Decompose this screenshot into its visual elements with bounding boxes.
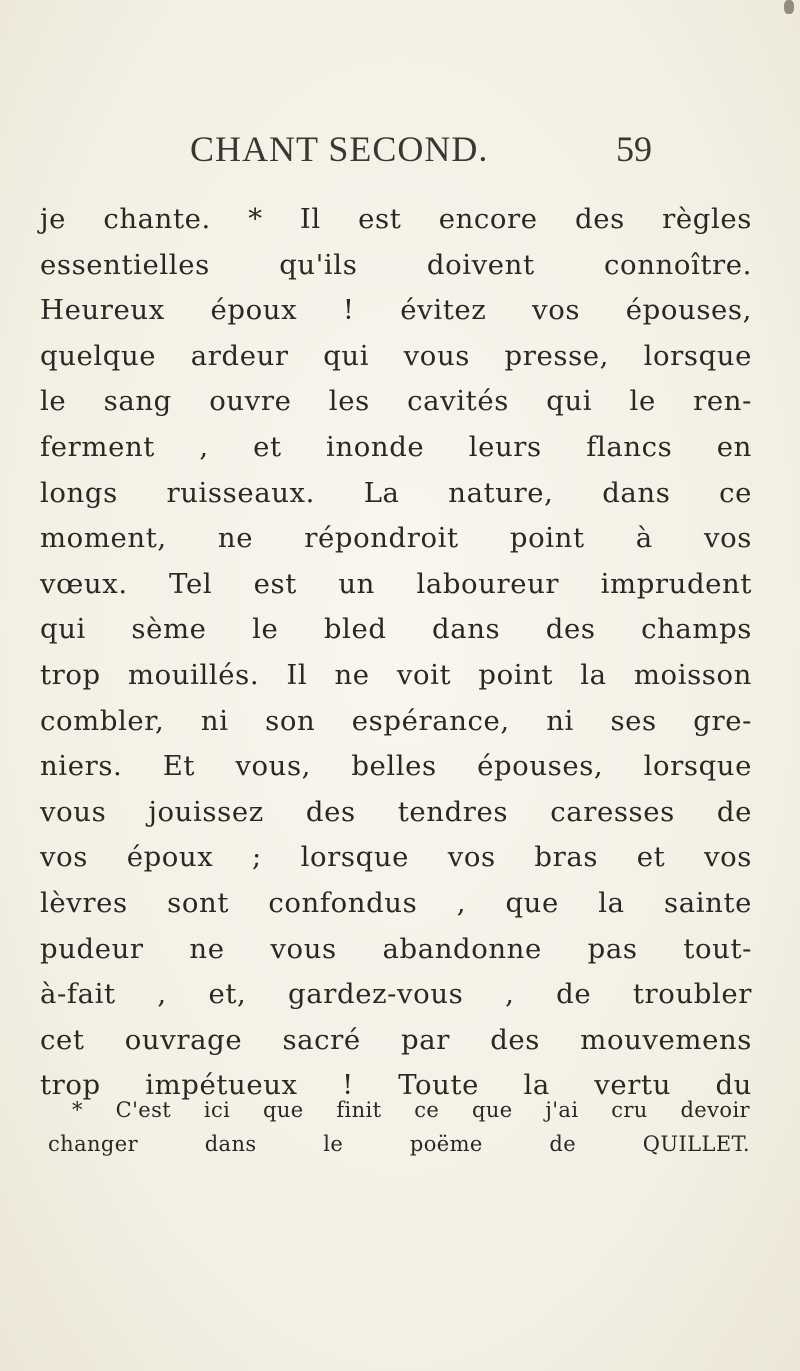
text-line: lèvres sont confondus , que la sainte — [40, 886, 752, 919]
text-line: le sang ouvre les cavités qui le ren- — [40, 385, 752, 418]
footnote-line: * C'est ici que finit ce que j'ai cru devoir — [72, 1098, 750, 1122]
text-line: essentielles qu'ils doivent connoître. — [40, 248, 752, 281]
text-line: longs ruisseaux. La nature, dans ce — [40, 476, 752, 509]
text-line: pudeur ne vous abandonne pas tout- — [40, 932, 752, 965]
footnote — [48, 1093, 750, 1161]
body-text — [40, 197, 752, 1109]
running-title: CHANT SECOND. — [190, 129, 489, 169]
ink-speck — [784, 0, 794, 14]
footnote-line: changer dans le poëme de QUILLET. — [48, 1132, 750, 1156]
text-line: qui sème le bled dans des champs — [40, 613, 752, 646]
text-line: vœux. Tel est un laboureur imprudent — [40, 567, 752, 600]
text-line: cet ouvrage sacré par des mouvemens — [40, 1023, 752, 1056]
text-line: vous jouissez des tendres caresses de — [40, 795, 752, 828]
text-line: combler, ni son espérance, ni ses gre- — [40, 704, 752, 737]
text-line: Heureux époux ! évitez vos épouses, — [40, 294, 752, 327]
text-line: trop mouillés. Il ne voit point la moisson — [40, 658, 752, 691]
text-line: ferment , et inonde leurs flancs en — [40, 430, 752, 463]
text-line: vos époux ; lorsque vos bras et vos — [40, 841, 752, 874]
text-line: moment, ne répondroit point à vos — [40, 522, 752, 555]
text-line: à-fait , et, gardez-vous , de troubler — [40, 978, 752, 1011]
page-header — [190, 128, 660, 178]
text-line: quelque ardeur qui vous presse, lorsque — [40, 339, 752, 372]
text-line: je chante. * Il est encore des règles — [40, 203, 752, 235]
page-number: 59 — [616, 129, 652, 169]
text-line: trop impétueux ! Toute la vertu du — [40, 1069, 752, 1102]
text-line: niers. Et vous, belles épouses, lorsque — [40, 750, 752, 783]
